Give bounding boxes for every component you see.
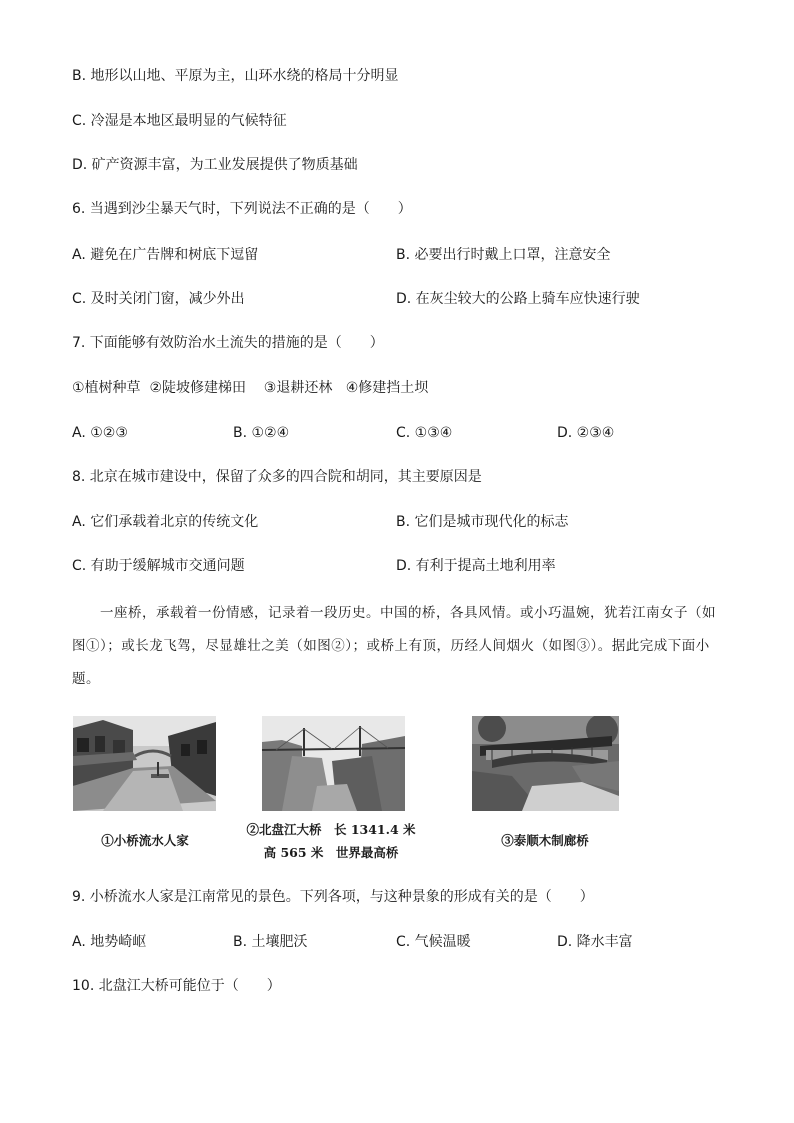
q7-option-c: C. ①③④	[396, 425, 453, 441]
q8-option-d: D. 有利于提高土地利用率	[396, 558, 556, 574]
q6-stem: 6. 当遇到沙尘暴天气时，下列说法不正确的是（ ）	[72, 201, 412, 217]
q7-stem: 7. 下面能够有效防治水土流失的措施的是（ ）	[72, 335, 384, 351]
q8-option-a: A. 它们承载着北京的传统文化	[72, 514, 259, 530]
q8-stem: 8. 北京在城市建设中，保留了众多的四合院和胡同，其主要原因是	[72, 469, 482, 485]
q10-stem: 10. 北盘江大桥可能位于（ ）	[72, 978, 281, 994]
reading-passage: 一座桥，承载着一份情感，记录着一段历史。中国的桥，各具风情。或小巧温婉，犹若江南女子（如图①）；或长龙飞驾，尽显雄壮之美（如图②）；或桥上有顶，历经人间烟火（如图③）。据此完成下面小题。	[72, 605, 716, 687]
q8-option-b: B. 它们是城市现代化的标志	[396, 514, 569, 530]
caption-fig3: ③泰顺木制廊桥	[501, 833, 589, 848]
q7-option-d: D. ②③④	[557, 425, 615, 441]
caption-fig1: ①小桥流水人家	[101, 833, 189, 848]
q9-option-c: C. 气候温暖	[396, 934, 471, 950]
q6-option-d: D. 在灰尘较大的公路上骑车应快速行驶	[396, 291, 640, 307]
photo-small-bridge	[73, 716, 216, 811]
q7-option-b: B. ①②④	[233, 425, 290, 441]
q5-option-b: B. 地形以山地、平原为主，山环水绕的格局十分明显	[72, 68, 399, 84]
q6-option-c: C. 及时关闭门窗，减少外出	[72, 291, 245, 307]
q9-option-b: B. 土壤肥沃	[233, 934, 308, 950]
q9-stem: 9. 小桥流水人家是江南常见的景色。下列各项，与这种景象的形成有关的是（ ）	[72, 889, 594, 905]
q7-items: ①植树种草 ②陡坡修建梯田 ③退耕还林 ④修建挡土坝	[72, 380, 429, 396]
q6-option-b: B. 必要出行时戴上口罩，注意安全	[396, 247, 611, 263]
q5-option-d: D. 矿产资源丰富，为工业发展提供了物质基础	[72, 157, 358, 173]
q7-option-a: A. ①②③	[72, 425, 128, 441]
q9-option-a: A. 地势崎岖	[72, 934, 147, 950]
photo-covered-bridge	[472, 716, 619, 811]
photo-beipanjiang-bridge	[262, 716, 405, 811]
q6-option-a: A. 避免在广告牌和树底下逗留	[72, 247, 259, 263]
caption-fig2-line1: ②北盘江大桥 长 1341.4 米	[246, 822, 416, 837]
q5-option-c: C. 冷湿是本地区最明显的气候特征	[72, 113, 287, 129]
q8-option-c: C. 有助于缓解城市交通问题	[72, 558, 245, 574]
q9-option-d: D. 降水丰富	[557, 934, 633, 950]
caption-fig2-line2: 高 565 米 世界最高桥	[263, 845, 399, 860]
